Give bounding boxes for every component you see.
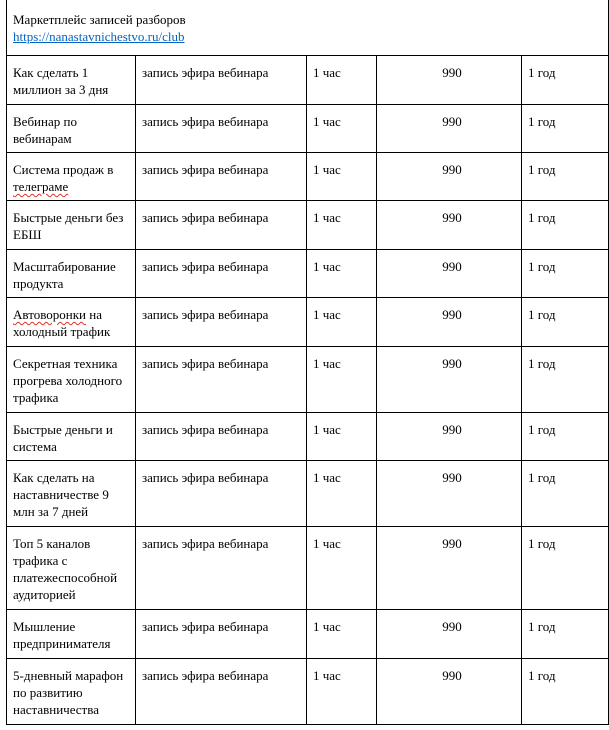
product-term: 1 год: [522, 413, 609, 461]
product-type: запись эфира вебинара: [136, 610, 307, 659]
product-name-part: на холодный трафик: [13, 307, 111, 339]
product-term: 1 год: [522, 201, 609, 250]
product-price: 990: [377, 610, 522, 659]
table-row: [7, 461, 609, 527]
product-price: 990: [377, 527, 522, 610]
product-duration: 1 час: [307, 527, 377, 610]
product-type: запись эфира вебинара: [136, 105, 307, 153]
product-price: 990: [377, 105, 522, 153]
product-type: запись эфира вебинара: [136, 413, 307, 461]
product-duration: 1 час: [307, 105, 377, 153]
product-price: 990: [377, 461, 522, 527]
table-row: [7, 201, 609, 250]
product-type: запись эфира вебинара: [136, 56, 307, 105]
product-duration: 1 час: [307, 413, 377, 461]
table-row: [7, 56, 609, 105]
product-type: запись эфира вебинара: [136, 347, 307, 413]
product-type: запись эфира вебинара: [136, 153, 307, 201]
product-name: 5-дневный марафон по развитию наставничества: [7, 659, 136, 725]
product-duration: 1 час: [307, 298, 377, 347]
product-duration: 1 час: [307, 659, 377, 725]
product-name: Как сделать на наставничестве 9 млн за 7 дней: [7, 461, 136, 527]
product-name: Как сделать 1 миллион за 3 дня: [7, 56, 136, 105]
marketplace-table: [6, 0, 609, 725]
product-name: Масштабирование продукта: [7, 250, 136, 298]
product-name-spellcheck-word: Автоворонки: [13, 307, 86, 322]
product-price: 990: [377, 153, 522, 201]
header-cell: [7, 0, 609, 56]
product-term: 1 год: [522, 347, 609, 413]
product-duration: 1 час: [307, 250, 377, 298]
product-type: запись эфира вебинара: [136, 250, 307, 298]
table-row: [7, 659, 609, 725]
product-price: 990: [377, 298, 522, 347]
product-duration: 1 час: [307, 347, 377, 413]
table-row: [7, 413, 609, 461]
table-row: [7, 153, 609, 201]
table-row: [7, 527, 609, 610]
product-name: Быстрые деньги и система: [7, 413, 136, 461]
product-term: 1 год: [522, 461, 609, 527]
product-term: 1 год: [522, 298, 609, 347]
table-title: Маркетплейс записей разборов: [13, 12, 186, 27]
product-term: 1 год: [522, 153, 609, 201]
product-name-spellcheck-word: телеграме: [13, 179, 69, 194]
product-duration: 1 час: [307, 201, 377, 250]
product-name: Секретная техника прогрева холодного трафика: [7, 347, 136, 413]
product-name: [7, 153, 136, 201]
header-row: [7, 0, 609, 56]
product-term: 1 год: [522, 610, 609, 659]
table-row: [7, 298, 609, 347]
product-term: 1 год: [522, 105, 609, 153]
product-type: запись эфира вебинара: [136, 201, 307, 250]
product-term: 1 год: [522, 250, 609, 298]
table-row: [7, 250, 609, 298]
product-type: запись эфира вебинара: [136, 659, 307, 725]
product-price: 990: [377, 413, 522, 461]
product-price: 990: [377, 201, 522, 250]
product-name-part: Система продаж в: [13, 162, 114, 177]
product-price: 990: [377, 56, 522, 105]
product-term: 1 год: [522, 527, 609, 610]
product-type: запись эфира вебинара: [136, 461, 307, 527]
table-row: [7, 610, 609, 659]
product-price: 990: [377, 659, 522, 725]
product-duration: 1 час: [307, 610, 377, 659]
table-row: [7, 347, 609, 413]
product-name: [7, 298, 136, 347]
product-price: 990: [377, 347, 522, 413]
club-link[interactable]: https://nanastavnichestvo.ru/club: [13, 29, 185, 44]
product-price: 990: [377, 250, 522, 298]
product-name: Топ 5 каналов трафика с платежеспособной аудиторией: [7, 527, 136, 610]
product-type: запись эфира вебинара: [136, 298, 307, 347]
product-term: 1 год: [522, 659, 609, 725]
table-row: [7, 105, 609, 153]
product-duration: 1 час: [307, 56, 377, 105]
product-name: Мышление предпринимателя: [7, 610, 136, 659]
product-type: запись эфира вебинара: [136, 527, 307, 610]
product-name: Вебинар по вебинарам: [7, 105, 136, 153]
product-name: Быстрые деньги без ЕБШ: [7, 201, 136, 250]
product-term: 1 год: [522, 56, 609, 105]
product-duration: 1 час: [307, 461, 377, 527]
product-duration: 1 час: [307, 153, 377, 201]
